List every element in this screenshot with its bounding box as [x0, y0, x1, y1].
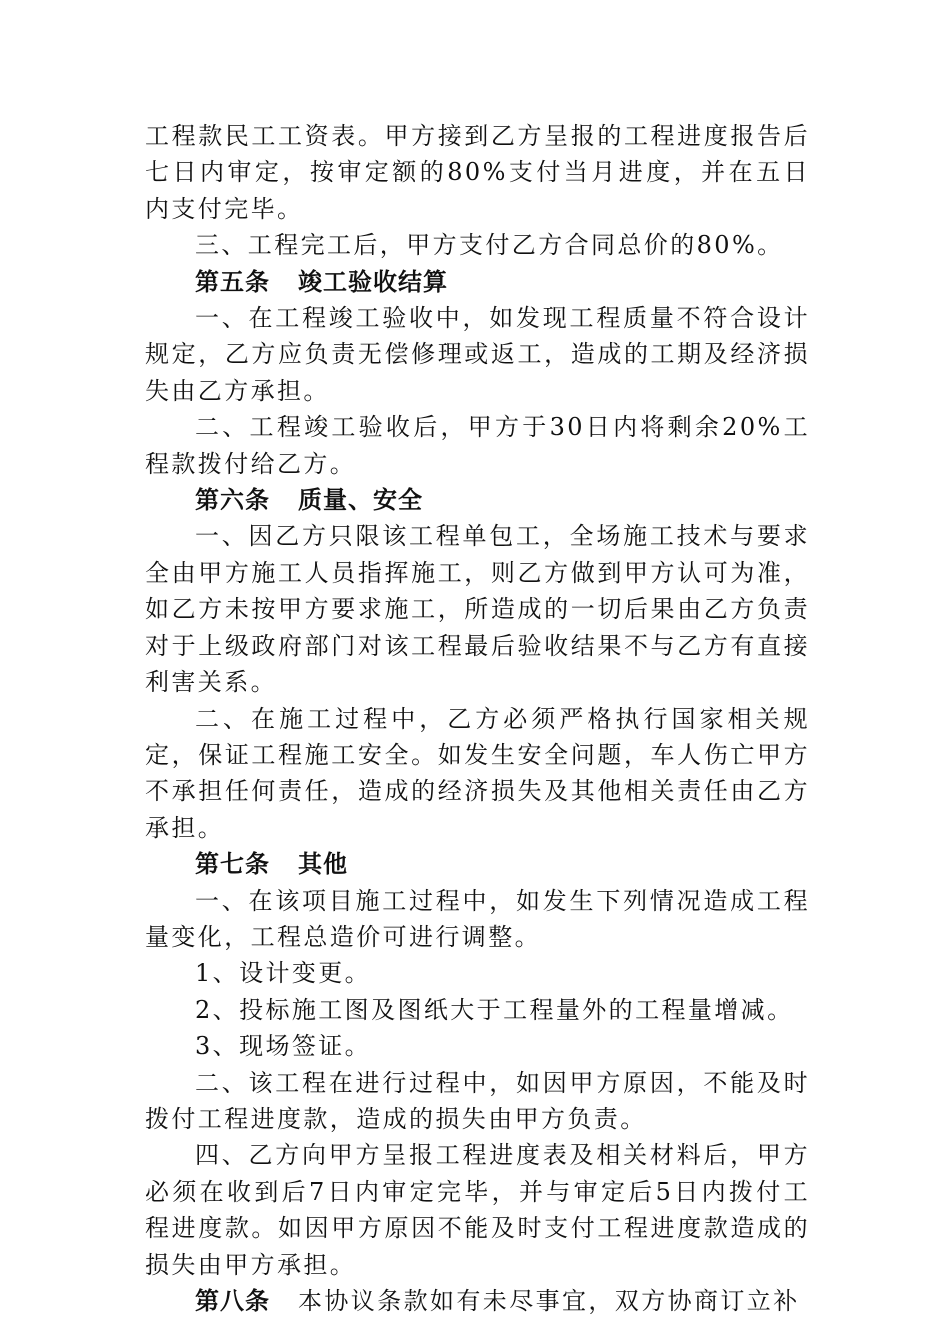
- paragraph-completion-payment: 三、工程完工后，甲方支付乙方合同总价的80%。: [195, 231, 784, 260]
- paragraph-delay-liability: 二、该工程在进行过程中，如因甲方原因，不能及时拨付工程进度款，造成的损失由甲方负责。: [145, 1068, 810, 1133]
- article-5-heading: [145, 264, 810, 300]
- article-number: 第五条: [195, 266, 270, 296]
- article-body: 本协议条款如有未尽事宜，双方协商订立补: [298, 1287, 800, 1315]
- paragraph-acceptance-final-payment: 二、工程竣工验收后，甲方于30日内将剩余20%工程款拨付给乙方。: [145, 413, 810, 478]
- paragraph-payment-schedule: 工程款民工工资表。甲方接到乙方呈报的工程进度报告后七日内审定，按审定额的80%支付当月进度，并在五日内支付完毕。: [145, 122, 810, 223]
- article-7-heading: [145, 846, 810, 882]
- article-title: 质量、安全: [298, 485, 423, 515]
- paragraph-progress-approval: 四、乙方向甲方呈报工程进度表及相关材料后，甲方必须在收到后7日内审定完毕，并与审定后5日内拨付工程进度款。如因甲方原因不能及时支付工程进度款造成的损失由甲方承担。: [145, 1141, 810, 1279]
- article-number: 第七条: [195, 849, 270, 879]
- article-6-heading: [145, 482, 810, 518]
- article-number: 第六条: [195, 485, 270, 515]
- paragraph-safety: 二、在施工过程中，乙方必须严格执行国家相关规定，保证工程施工安全。如发生安全问题，车人伤亡甲方不承担任何责任，造成的经济损失及其他相关责任由乙方承担。: [145, 704, 810, 842]
- article-title: 竣工验收结算: [298, 266, 448, 296]
- paragraph-adjustment-conditions: 一、在该项目施工过程中，如发生下列情况造成工程量变化，工程总造价可进行调整。: [145, 886, 810, 951]
- paragraph-acceptance-defects: 一、在工程竣工验收中，如发现工程质量不符合设计规定，乙方应负责无偿修理或返工，造成的工期及经济损失由乙方承担。: [145, 304, 810, 405]
- list-item-design-change: 1、设计变更。: [195, 959, 372, 988]
- document-body: [145, 118, 810, 1319]
- article-8-heading: [145, 1283, 810, 1319]
- article-number: 第八条: [195, 1286, 270, 1315]
- article-title: 其他: [298, 849, 348, 879]
- list-item-quantity-change: 2、投标施工图及图纸大于工程量外的工程量增减。: [195, 995, 794, 1024]
- paragraph-quality-responsibility: 一、因乙方只限该工程单包工，全场施工技术与要求全由甲方施工人员指挥施工，则乙方做到甲方认可为准，如乙方未按甲方要求施工，所造成的一切后果由乙方负责对于上级政府部门对该工程最后验收结果不与乙方有直接利害关系。: [145, 522, 810, 697]
- list-item-site-visa: 3、现场签证。: [195, 1032, 372, 1061]
